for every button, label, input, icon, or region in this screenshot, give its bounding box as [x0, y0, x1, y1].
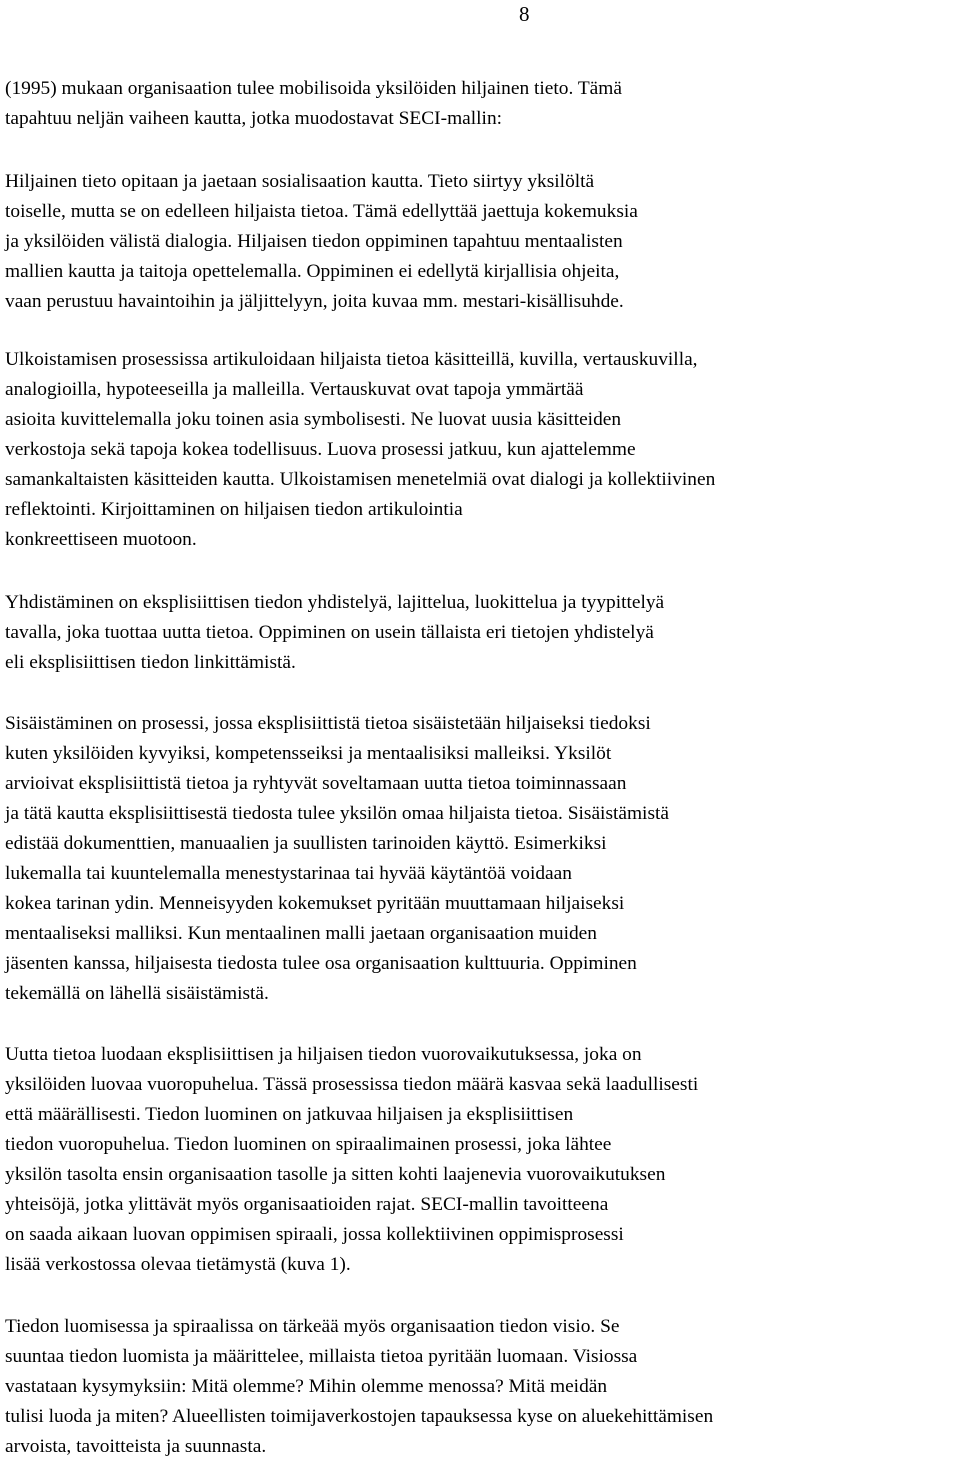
page-number: 8: [519, 2, 530, 26]
paragraph-internalization: [5, 709, 960, 1009]
text-line: samankaltaisten käsitteiden kautta. Ulkoistamisen menetelmiä ovat dialogi ja kollektiivinen: [5, 469, 716, 490]
text-line: tiedon vuoropuhelua. Tiedon luominen on spiraalimainen prosessi, joka lähtee: [5, 1134, 612, 1155]
text-line: tapahtuu neljän vaiheen kautta, jotka muodostavat SECI-mallin:: [5, 108, 503, 129]
text-line: lisää verkostossa olevaa tietämystä (kuva 1).: [5, 1254, 351, 1275]
text-line: Tiedon luomisessa ja spiraalissa on tärkeää myös organisaation tiedon visio. Se: [5, 1316, 620, 1337]
text-line: yksilön tasolta ensin organisaation tasolle ja sitten kohti laajenevia vuorovaikutuksen: [5, 1164, 666, 1185]
text-line: on saada aikaan luovan oppimisen spiraali, jossa kollektiivinen oppimisprosessi: [5, 1224, 624, 1245]
text-line: reflektointi. Kirjoittaminen on hiljaisen tiedon artikulointia: [5, 499, 463, 520]
text-line: toiselle, mutta se on edelleen hiljaista tietoa. Tämä edellyttää jaettuja kokemuksia: [5, 201, 638, 222]
text-line: Sisäistäminen on prosessi, jossa eksplisiittistä tietoa sisäistetään hiljaiseksi tiedoksi: [5, 713, 651, 734]
text-line: ja tätä kautta eksplisiittisestä tiedosta tulee yksilön omaa hiljaista tietoa. Sisäistämistä: [5, 803, 669, 824]
text-line: Uutta tietoa luodaan eksplisiittisen ja hiljaisen tiedon vuorovaikutuksessa, joka on: [5, 1044, 642, 1065]
text-line: tulisi luoda ja miten? Alueellisten toimijaverkostojen tapauksessa kyse on aluekehittämisen: [5, 1406, 714, 1427]
text-line: mentaaliseksi malliksi. Kun mentaalinen malli jaetaan organisaation muiden: [5, 923, 597, 944]
text-line: yksilöiden luovaa vuoropuhelua. Tässä prosessissa tiedon määrä kasvaa sekä laadullisesti: [5, 1074, 699, 1095]
text-line: ja yksilöiden välistä dialogia. Hiljaisen tiedon oppiminen tapahtuu mentaalisten: [5, 231, 623, 252]
paragraph-vision: [5, 1312, 960, 1462]
text-line: vaan perustuu havaintoihin ja jäljittelyyn, joita kuvaa mm. mestari-kisällisuhde.: [5, 291, 624, 312]
text-line: tavalla, joka tuottaa uutta tietoa. Oppiminen on usein tällaista eri tietojen yhdistelyä: [5, 622, 654, 643]
text-line: yhteisöjä, jotka ylittävät myös organisaatioiden rajat. SECI-mallin tavoitteena: [5, 1194, 609, 1215]
paragraph-externalization: [5, 345, 960, 555]
text-line: että määrällisesti. Tiedon luominen on jatkuvaa hiljaisen ja eksplisiittisen: [5, 1104, 574, 1125]
paragraph-socialization: [5, 167, 960, 317]
text-line: verkostoja sekä tapoja kokea todellisuus. Luova prosessi jatkuu, kun ajattelemme: [5, 439, 636, 460]
text-line: mallien kautta ja taitoja opettelemalla. Oppiminen ei edellytä kirjallisia ohjeita,: [5, 261, 620, 282]
text-line: Hiljainen tieto opitaan ja jaetaan sosialisaation kautta. Tieto siirtyy yksilöltä: [5, 171, 595, 192]
paragraph-combination: [5, 588, 960, 678]
text-line: analogioilla, hypoteeseilla ja malleilla. Vertauskuvat ovat tapoja ymmärtää: [5, 379, 584, 400]
text-line: tekemällä on lähellä sisäistämistä.: [5, 983, 269, 1004]
text-line: vastataan kysymyksiin: Mitä olemme? Mihin olemme menossa? Mitä meidän: [5, 1376, 608, 1397]
text-line: kuten yksilöiden kyvyiksi, kompetensseiksi ja mentaalisiksi malleiksi. Yksilöt: [5, 743, 612, 764]
text-line: arvioivat eksplisiittistä tietoa ja ryhtyvät soveltamaan uutta tietoa toiminnassaan: [5, 773, 627, 794]
text-line: edistää dokumenttien, manuaalien ja suullisten tarinoiden käyttö. Esimerkiksi: [5, 833, 607, 854]
text-line: Ulkoistamisen prosessissa artikuloidaan hiljaista tietoa käsitteillä, kuvilla, vertauskuvilla,: [5, 349, 698, 370]
text-line: arvoista, tavoitteista ja suunnasta.: [5, 1436, 267, 1457]
text-line: kokea tarinan ydin. Menneisyyden kokemukset pyritään muuttamaan hiljaiseksi: [5, 893, 625, 914]
text-line: lukemalla tai kuuntelemalla menestystarinaa tai hyvää käytäntöä voidaan: [5, 863, 572, 884]
text-line: suuntaa tiedon luomista ja määrittelee, millaista tietoa pyritään luomaan. Visiossa: [5, 1346, 638, 1367]
text-line: konkreettiseen muotoon.: [5, 529, 197, 550]
text-line: Yhdistäminen on eksplisiittisen tiedon yhdistelyä, lajittelua, luokittelua ja tyypittelyä: [5, 592, 665, 613]
paragraph-knowledge-creation: [5, 1040, 960, 1280]
paragraph-intro: [5, 74, 960, 134]
text-line: asioita kuvittelemalla joku toinen asia symbolisesti. Ne luovat uusia käsitteiden: [5, 409, 622, 430]
text-line: jäsenten kanssa, hiljaisesta tiedosta tulee osa organisaation kulttuuria. Oppiminen: [5, 953, 637, 974]
text-line: (1995) mukaan organisaation tulee mobilisoida yksilöiden hiljainen tieto. Tämä: [5, 78, 622, 99]
text-line: eli eksplisiittisen tiedon linkittämistä.: [5, 652, 296, 673]
